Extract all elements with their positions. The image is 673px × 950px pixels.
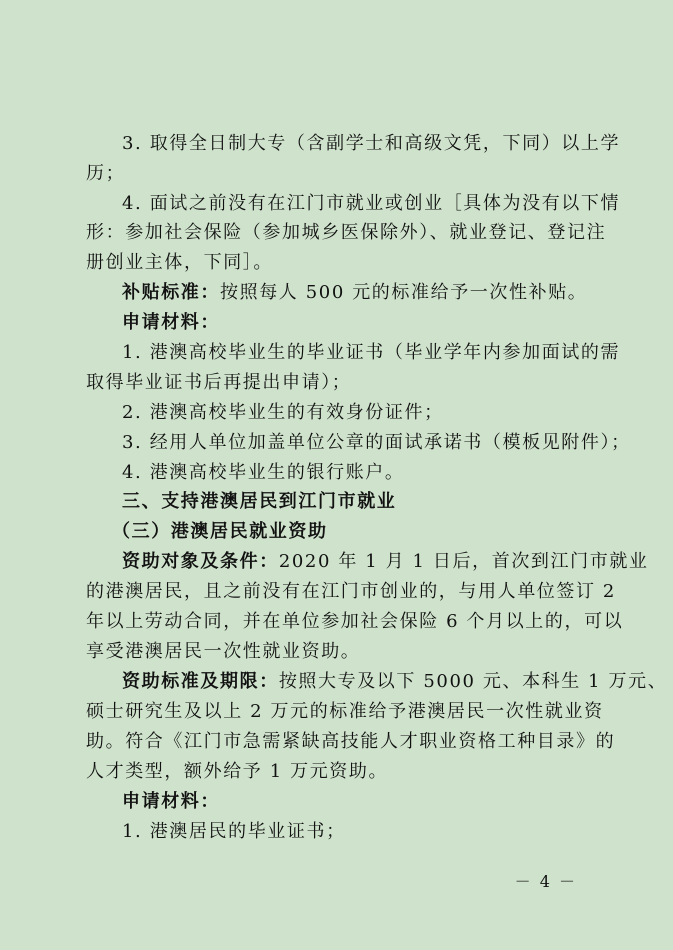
line-text: 取得毕业证书后再提出申请）； bbox=[86, 372, 352, 393]
subsidy-standard-line bbox=[122, 281, 587, 305]
bold-label: 申请材料： bbox=[122, 312, 220, 333]
line-text: 2. 港澳高校毕业生的有效身份证件； bbox=[122, 402, 444, 423]
eligibility-line bbox=[122, 550, 649, 574]
line-text: 3. 经用人单位加盖单位公章的面试承诺书（模板见附件）； bbox=[122, 432, 631, 453]
paragraph-line bbox=[86, 700, 604, 724]
paragraph-line bbox=[86, 162, 587, 186]
paragraph-line bbox=[86, 371, 587, 395]
line-text: 享受港澳居民一次性就业资助。 bbox=[86, 641, 361, 662]
line-text: 形：参加社会保险（参加城乡医保除外）、就业登记、登记注 bbox=[86, 222, 607, 243]
section-heading bbox=[122, 490, 587, 514]
line-text: 硕士研究生及以上 2 万元的标准给予港澳居民一次性就业资 bbox=[86, 701, 604, 722]
standard-term-line bbox=[122, 670, 668, 694]
paragraph-line bbox=[86, 251, 587, 275]
line-text: 的港澳居民，且之前没有在江门市创业的，与用人单位签订 2 bbox=[86, 581, 616, 602]
line-text: 1. 港澳居民的毕业证书； bbox=[122, 821, 346, 842]
bold-label: 资助对象及条件： bbox=[122, 551, 279, 572]
paragraph-line bbox=[122, 341, 621, 365]
subsection-heading bbox=[112, 520, 587, 544]
bold-label: 资助标准及期限： bbox=[122, 671, 279, 692]
paragraph-line bbox=[86, 221, 607, 245]
paragraph-line bbox=[122, 132, 621, 156]
line-text: 2020 年 1 月 1 日后，首次到江门市就业 bbox=[278, 551, 649, 572]
paragraph-line bbox=[86, 580, 616, 604]
paragraph-line bbox=[86, 730, 616, 754]
paragraph-line bbox=[122, 401, 587, 425]
line-text: 1. 港澳高校毕业生的毕业证书（毕业学年内参加面试的需 bbox=[122, 342, 621, 363]
line-text: 年以上劳动合同，并在单位参加社会保险 6 个月以上的，可以 bbox=[86, 611, 624, 632]
materials-heading bbox=[122, 790, 587, 814]
materials-heading bbox=[122, 311, 587, 335]
line-text: 按照每人 500 元的标准给予一次性补贴。 bbox=[220, 282, 588, 303]
bold-label: 补贴标准： bbox=[122, 282, 220, 303]
paragraph-line bbox=[122, 192, 621, 216]
line-text: 历； bbox=[86, 163, 126, 184]
paragraph-line bbox=[122, 431, 631, 455]
paragraph-line bbox=[86, 760, 587, 784]
paragraph-line bbox=[122, 820, 587, 844]
bold-label: 申请材料： bbox=[122, 791, 220, 812]
line-text: 3. 取得全日制大专（含副学士和高级文凭，下同）以上学 bbox=[122, 133, 621, 154]
bold-label: （三）港澳居民就业资助 bbox=[112, 521, 328, 542]
paragraph-line bbox=[86, 610, 624, 634]
bold-label: 三、支持港澳居民到江门市就业 bbox=[122, 491, 397, 512]
page-number: － 4 － bbox=[514, 872, 577, 891]
line-text: 4. 港澳高校毕业生的银行账户。 bbox=[122, 462, 405, 483]
line-text: 人才类型，额外给予 1 万元资助。 bbox=[86, 761, 389, 782]
paragraph-line bbox=[86, 640, 587, 664]
line-text: 册创业主体，下同］。 bbox=[86, 252, 273, 273]
line-text: 助。符合《江门市急需紧缺高技能人才职业资格工种目录》的 bbox=[86, 731, 616, 752]
line-text: 4. 面试之前没有在江门市就业或创业［具体为没有以下情 bbox=[122, 193, 621, 214]
line-text: 按照大专及以下 5000 元、本科生 1 万元、 bbox=[278, 671, 668, 692]
paragraph-line bbox=[122, 461, 587, 485]
